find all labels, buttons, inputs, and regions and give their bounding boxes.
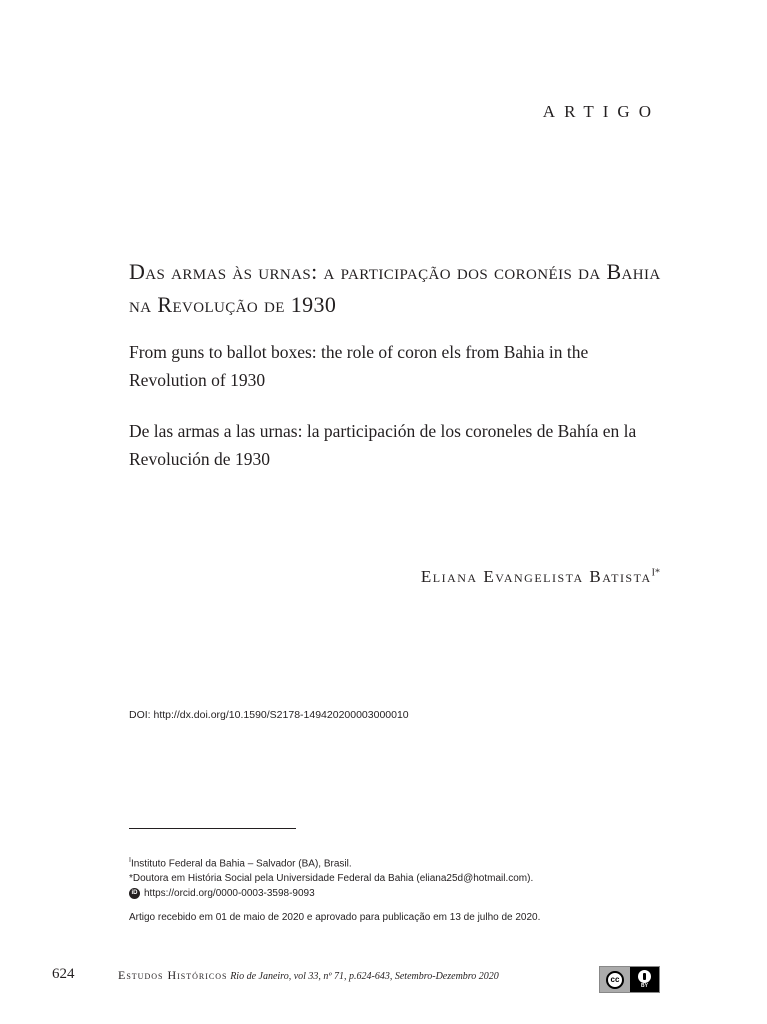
affiliation-mark: I (129, 857, 131, 864)
footnote-divider (129, 828, 296, 829)
author-bio-note: *Doutora em História Social pela Universidade Federal da Bahia (eliana25d@hotmail.com). (129, 873, 534, 885)
subtitle-spanish: De las armas a las urnas: la participación de los coroneles de Bahía en la Revolución de 1930 (129, 421, 637, 469)
section-label: ARTIGO (542, 102, 660, 121)
author-name: Eliana Evangelista Batista (420, 567, 652, 586)
creative-commons-license-badge[interactable] (599, 966, 660, 993)
attribution-person-icon (638, 970, 651, 983)
orcid-icon: iD (129, 888, 140, 899)
affiliation-note (129, 853, 540, 871)
author-footnote-marks: I* (651, 567, 660, 579)
orcid-link[interactable]: https://orcid.org/0000-0003-3598-9093 (144, 888, 315, 900)
journal-reference: Rio de Janeiro, vol 33, nº 71, p.624-643, Setembro-Dezembro 2020 (230, 971, 499, 982)
received-note: Artigo recebido em 01 de maio de 2020 e aprovado para publicação em 13 de julho de 2020. (129, 912, 541, 924)
author-line (421, 567, 660, 587)
journal-name: Estudos Históricos (118, 968, 228, 982)
by-label: BY (641, 983, 648, 989)
by-icon (630, 970, 659, 989)
orcid-note (129, 886, 540, 901)
subtitle-english: From guns to ballot boxes: the role of coron els from Bahia in the Revolution of 1930 (129, 342, 589, 390)
journal-citation (118, 968, 499, 983)
page-number: 624 (52, 966, 75, 982)
article-title: Das armas às urnas: a participação dos coronéis da Bahia na Revolução de 1930 (129, 259, 661, 317)
affiliation-text: Instituto Federal da Bahia – Salvador (BA), Brasil. (130, 858, 352, 870)
cc-icon (600, 967, 630, 992)
footnotes (129, 853, 540, 925)
cc-logo: cc (606, 971, 624, 989)
doi-link[interactable]: DOI: http://dx.doi.org/10.1590/S2178-149420200003000010 (129, 709, 409, 721)
